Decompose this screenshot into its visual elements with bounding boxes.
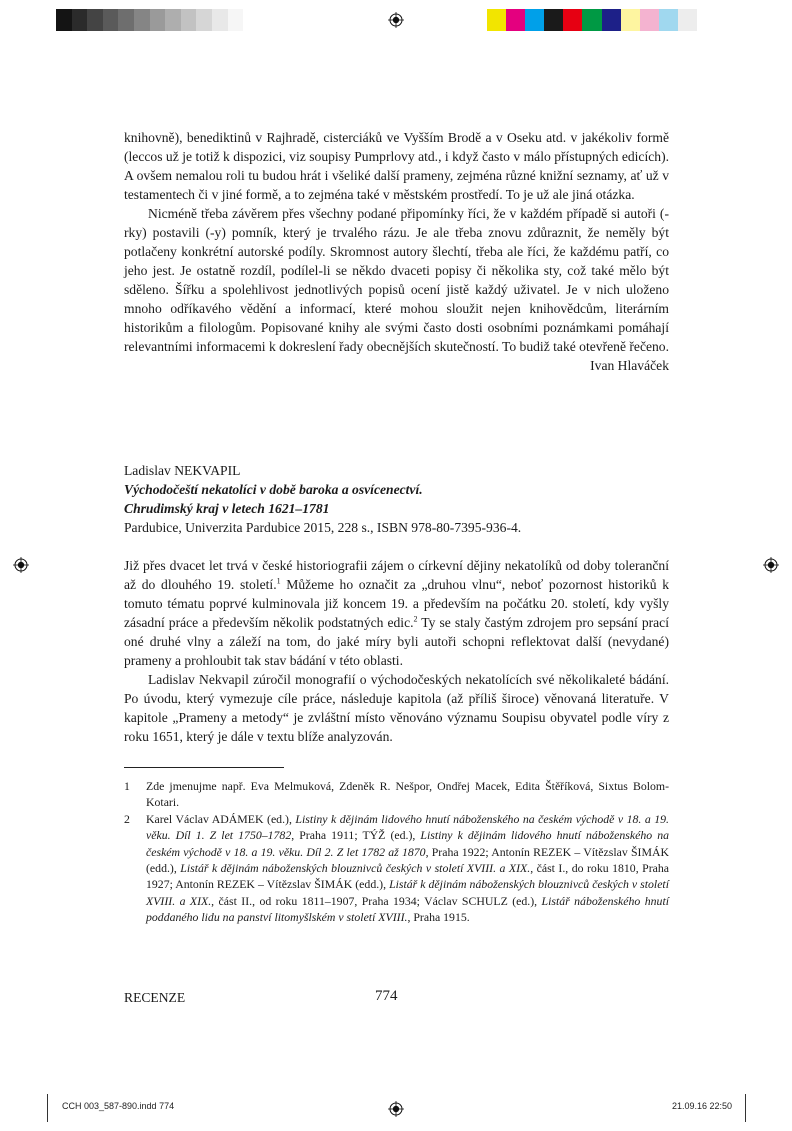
review-body — [124, 556, 669, 746]
registration-mark-icon — [763, 557, 779, 573]
registration-mark-icon — [13, 557, 29, 573]
gray-swatch — [212, 9, 228, 31]
color-swatch — [640, 9, 659, 31]
gray-swatch — [134, 9, 150, 31]
crop-mark — [745, 1094, 746, 1122]
paragraph: Nicméně třeba závěrem přes všechny podané připomínky říci, že v každém případě si autoři (-rky) postavili (-y) pomník, který je trvalého rázu. Je ale třeba znovu zdůraznit, že neměly být potlačeny konkrétní autorské podíly. Skromnost autory šlechtí, třeba ale říci, že každému patří, co jeho jest. Je ostatně rozdíl, podílel-li se někdo dvaceti popisy či několika sty, což také mělo být sděleno. Šířku a spolehlivost jednotlivých popisů ocení jistě každý uživatel. Je v nich uloženo mnoho odříkavého vědění a informací, které mohou sloužit nejen knihovědcům, literárním historikům a filologům. Popisované knihy ale svými často dosti osobními poznámkami pomáhají relevantními informacemi k dokreslení řady obecnějších skutečností. To budiž také otevřeně řečeno. — [124, 206, 669, 354]
registration-mark-icon — [388, 1101, 404, 1117]
reviewer-signature: Ivan Hlaváček — [590, 358, 669, 373]
footnote-divider — [124, 767, 284, 768]
color-swatch — [602, 9, 621, 31]
gray-color-bar — [56, 9, 243, 31]
gray-swatch — [165, 9, 181, 31]
book-subtitle: Chrudimský kraj v letech 1621–1781 — [124, 501, 330, 516]
color-swatch — [678, 9, 697, 31]
registration-mark-icon — [388, 12, 404, 28]
review-header — [124, 461, 669, 537]
footnotes — [124, 778, 669, 926]
paragraph: knihovně), benediktinů v Rajhradě, cisterciáků ve Vyšším Brodě a v Oseku atd. v jakékoliv formě (leccos už je totiž k dispozici, viz soupisy Pumprlovy atd., i když často v málo přístupných edicích). A ovšem nemalou roli tu budou hrát i všeliké další prameny, zejména různé knižní seznamy, ať už v testamentech či v jiné formě, a to zejména také v městském prostředí. To je už ale jiná otázka. — [124, 130, 669, 202]
file-slug: CCH 003_587-890.indd 774 — [62, 1101, 175, 1111]
color-swatch — [525, 9, 544, 31]
gray-swatch — [103, 9, 119, 31]
review-continuation — [124, 128, 669, 375]
footnote-text: Zde jmenujme např. Eva Melmuková, Zdeněk R. Nešpor, Ondřej Macek, Edita Štěříková, Sixtus Bolom-Kotari. — [146, 779, 669, 810]
gray-swatch — [118, 9, 134, 31]
color-swatch — [621, 9, 640, 31]
process-color-bar — [487, 9, 697, 31]
gray-swatch — [181, 9, 197, 31]
paragraph: Ladislav Nekvapil zúročil monografií o východočeských nekatolících své několikaleté bádání. Po úvodu, který vymezuje cíle práce, následuje kapitola (až příliš široce) věnovaná literatuře. V kapitole „Prameny a metody“ je zvláštní místo věnováno významu Soupisu obyvatel podle víry z roku 1651, který je dále v textu blíže analyzován. — [124, 672, 669, 744]
publication-info: Pardubice, Univerzita Pardubice 2015, 228 s., ISBN 978-80-7395-936-4. — [124, 520, 522, 535]
footnote-ref[interactable]: 1 — [276, 576, 281, 586]
footnote-number: 2 — [124, 811, 130, 826]
page-number: 774 — [375, 988, 398, 1004]
date-slug: 21.09.16 22:50 — [672, 1101, 733, 1111]
color-swatch — [506, 9, 525, 31]
book-author: Ladislav NEKVAPIL — [124, 463, 241, 478]
color-swatch — [487, 9, 506, 31]
paragraph: Již přes dvacet let trvá v české historiografii zájem o církevní dějiny nekatolíků od doby toleranční až do dlouhého 19. století.$^1$ Můžeme ho označit za „druhou vlnu“, neboť pozornost historiků k tomuto tématu poprvé kulminovala již koncem 19. a především na počátku 20. století, kdy vyšly zásadní práce a především několik podstatných edic.$^2$ Ty se staly častým zdrojem pro sepsání prací oné druhé vlny a záleží na tom, do jaké míry byli autoři schopni reflektovat další (nevydané) prameny a prohloubit tak stav bádání v této oblasti. — [124, 558, 670, 668]
footnote — [124, 811, 669, 926]
gray-swatch — [87, 9, 103, 31]
color-swatch — [563, 9, 582, 31]
color-swatch — [582, 9, 601, 31]
crop-mark — [47, 1094, 48, 1122]
gray-swatch — [228, 9, 244, 31]
gray-swatch — [72, 9, 88, 31]
gray-swatch — [150, 9, 166, 31]
footnote-text: Karel Václav ADÁMEK (ed.), Listiny k dějinám lidového hnutí náboženského na českém východě v 18. a 19. věku. Díl 1. Z let 1750–1782, Praha 1911; TÝŽ (ed.), Listiny k dějinám lidového hnutí náboženského na českém východě v 18. a 19. věku. Díl 2. Z let 1782 až 1870, Praha 1922; Antonín REZEK – Vítězslav ŠIMÁK (edd.), Listář k dějinám náboženských blouznivců českých v století XVIII. a XIX., část I., do roku 1810, Praha 1927; Antonín REZEK – Vítězslav ŠIMÁK (edd.), Listář k dějinám náboženských blouznivců českých v století XVIII. a XIX., část II., od roku 1811–1907, Praha 1934; Václav SCHULZ (ed.), Listář náboženského hnutí poddaného lidu na panství litomyšlském v století XVIII., Praha 1915. — [146, 811, 669, 925]
section-label: RECENZE — [124, 990, 186, 1005]
color-swatch — [659, 9, 678, 31]
footnote-number: 1 — [124, 779, 130, 793]
gray-swatch — [56, 9, 72, 31]
footnote — [124, 778, 669, 811]
color-swatch — [544, 9, 563, 31]
gray-swatch — [196, 9, 212, 31]
book-title: Východočeští nekatolíci v době baroka a osvícenectví. — [124, 482, 423, 497]
footnote-ref[interactable]: 2 — [413, 614, 418, 624]
